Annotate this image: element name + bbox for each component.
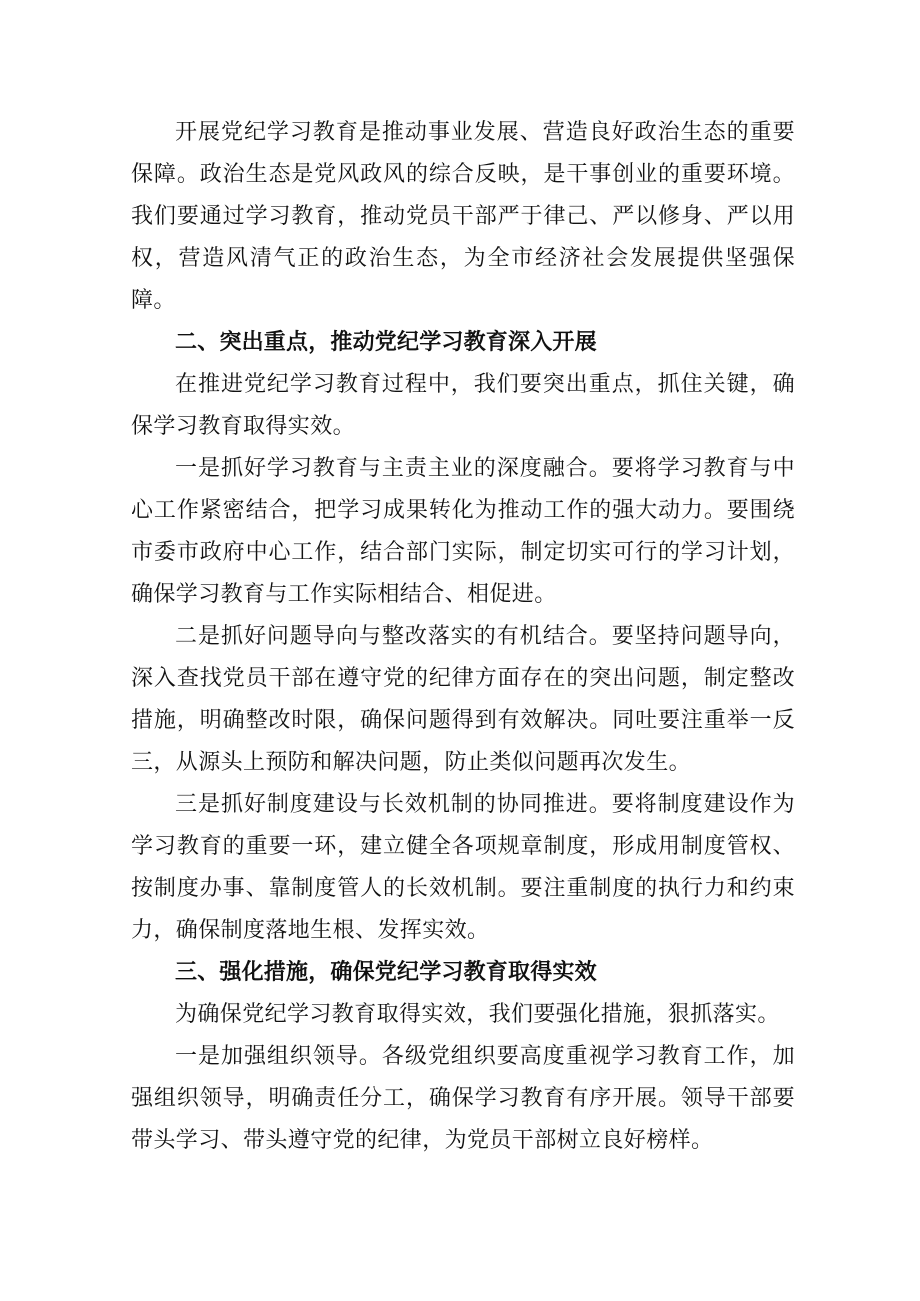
paragraph-intro-key-points: 在推进党纪学习教育过程中，我们要突出重点，抓住关键，确保学习教育取得实效。 — [131, 372, 795, 439]
paragraph-point-1: 一是抓好学习教育与主责主业的深度融合。要将学习教育与中心工作紧密结合，把学习成果转化为推动工作的强大动力。要围绕市委市政府中心工作，结合部门实际，制定切实可行的学习计划，确保学习教育与工作实际相结合、相促进。 — [131, 456, 795, 607]
paragraph-point-2: 二是抓好问题导向与整改落实的有机结合。要坚持问题导向，深入查找党员干部在遵守党的纪律方面存在的突出问题，制定整改措施，明确整改时限，确保问题得到有效解决。同吐要注重举一反三，从源头上预防和解决问题，防止类似问题再次发生。 — [131, 624, 795, 775]
section-heading-3: 三、强化措施，确保党纪学习教育取得实效 — [175, 960, 597, 985]
paragraph-intro-measures: 为确保党纪学习教育取得实效，我们要强化措施，狠抓落实。 — [175, 1002, 780, 1027]
paragraph-political-ecology: 开展党纪学习教育是推动事业发展、营造良好政治生态的重要保障。政治生态是党风政风的综合反映，是干事创业的重要环境。我们要通过学习教育，推动党员干部严于律己、严以修身、严以用权，营造风清气正的政治生态，为全市经济社会发展提供坚强保障。 — [131, 120, 795, 313]
document-body — [131, 112, 795, 1162]
section-heading-2: 二、突出重点，推动党纪学习教育深入开展 — [175, 330, 597, 355]
paragraph-measure-1: 一是加强组织领导。各级党组织要高度重视学习教育工作，加强组织领导，明确责任分工，确保学习教育有序开展。领导干部要带头学习、带头遵守党的纪律，为党员干部树立良好榜样。 — [131, 1044, 795, 1153]
paragraph-point-3: 三是抓好制度建设与长效机制的协同推进。要将制度建设作为学习教育的重要一环，建立健全各项规章制度，形成用制度管权、按制度办事、靠制度管人的长效机制。要注重制度的执行力和约束力，确保制度落地生根、发挥实效。 — [131, 792, 795, 943]
